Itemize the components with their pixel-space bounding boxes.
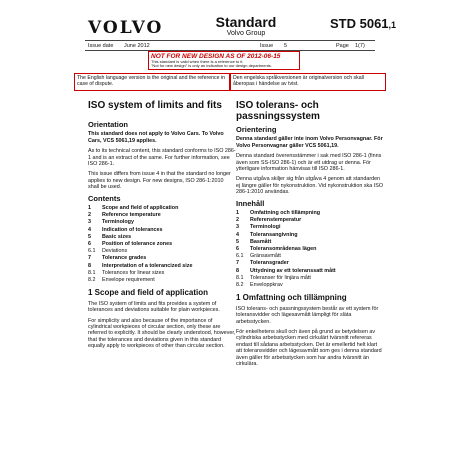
toc-item (236, 275, 384, 282)
toc-item (236, 239, 384, 246)
issue-date-label: Issue date (88, 43, 114, 49)
toc-number: 8 (236, 267, 239, 274)
toc-title: Toleranser för linjära mått (250, 274, 311, 281)
orientation-bold-en: This standard does not apply to Volvo Cars. To Volvo Cars, VCS 5061,19 applies. (88, 131, 224, 144)
toc-title: Gränsavmått (250, 253, 281, 260)
toc-sv (236, 210, 384, 289)
toc-number: 8.1 (236, 274, 244, 281)
swedish-column (236, 100, 384, 371)
issue-label: Issue (260, 43, 274, 49)
toc-title: Enveloppkrav (250, 282, 283, 289)
toc-number: 6 (88, 241, 91, 248)
group-name: Volvo Group (226, 30, 266, 37)
toc-item (88, 205, 236, 212)
toc-title: Interpretation of a tolerancized size (102, 262, 193, 269)
orientation-heading-en: Orientation (88, 120, 129, 129)
toc-item (236, 260, 384, 267)
toc-number: 7 (236, 260, 239, 267)
toc-title: Tolerance grades (102, 255, 147, 262)
section1-p2-en: For simplicity and also because of the importance of cylindrical workpieces of circular section, only these are referred to explicitly. It should be clearly understood, however, that the tolerances and deviations given in this standard equally apply to workpieces of other than circular section. (88, 317, 236, 350)
toc-number: 1 (88, 205, 91, 212)
toc-title: Envelope requirement (102, 277, 155, 284)
toc-title: Uttydning av ett toleranssatt mått (250, 267, 336, 274)
toc-number: 6 (236, 246, 239, 253)
toc-item (88, 277, 236, 284)
toc-item (236, 253, 384, 260)
toc-number: 1 (236, 210, 239, 217)
issue-date: June 2012 (124, 43, 150, 49)
toc-item (236, 224, 384, 231)
toc-number: 3 (88, 219, 91, 226)
contents-heading-sv: Innehåll (236, 198, 265, 208)
orientation-p1-en: As to its technical content, this standard conforms to ISO 286-1 and is an extract of the same. For further information, see ISO 286-1. (88, 148, 236, 168)
toc-item (88, 219, 236, 226)
toc-title: Position of tolerance zones (102, 241, 173, 248)
toc-item (236, 282, 384, 289)
section1-heading-en: 1 Scope and field of application (88, 288, 209, 298)
toc-item (88, 263, 236, 270)
toc-title: Tolerances for linear sizes (102, 269, 165, 276)
toc-title: Scope and field of application (102, 205, 179, 212)
standard-heading: Standard (215, 14, 277, 30)
toc-number: 3 (236, 224, 239, 231)
section1-p2-sv: För enkelhetens skull och även på grund av betydelsen av cylindriska arbetsstycken med cirkulärt tvärsnitt refereras endast till sådana arbetsstycken. Det är emellertid helt klart att toleransvidder och lägesavmått som ges i denna standard även gäller för arbetsstycken som har andra tvärsnitt än cirkulära. (236, 328, 382, 367)
header-rule (85, 40, 375, 41)
toc-item (88, 248, 236, 255)
toc-item (236, 217, 384, 224)
orientation-p2-sv: Denna utgåva skiljer sig från utgåva 4 genom att standarden ej längre gäller för nykonstruktion. Vid nykonstruktion ska ISO 286-1:2010 användas. (236, 176, 384, 196)
toc-number: 7 (88, 255, 91, 262)
title-sv: ISO tolerans- och passningssystem (236, 100, 320, 122)
toc-number: 4 (88, 226, 91, 233)
toc-item (88, 270, 236, 277)
toc-number: 5 (88, 233, 91, 240)
orientation-p2-en: This issue differs from issue 4 in that the standard no longer applies to new design. For new designs, ISO 286-1:2010 shall be used. (88, 171, 231, 191)
title-en: ISO system of limits and fits (88, 100, 222, 111)
toc-number: 8.1 (88, 269, 96, 276)
section1-p1-sv: ISO tolerans- och passningssystem består av ett system för toleransvidder och lägesavmått lämpligt för släta arbetsstycken. (236, 305, 379, 325)
orientation-bold-sv: Denna standard gäller inte inom Volvo Personvagnar. För Volvo Personvagnar gäller VCS 5061,19. (236, 136, 383, 149)
issue-value: 5 (284, 43, 288, 49)
toc-title: Basmått (250, 238, 272, 245)
contents-heading-en: Contents (88, 193, 121, 203)
toc-number: 4 (236, 231, 239, 238)
section1-p1-en: The ISO system of limits and fits provides a system of tolerances and deviations suitable for plain workpieces. (88, 300, 220, 314)
volvo-logo: VOLVO (88, 18, 164, 38)
page-label: Page (336, 43, 349, 49)
not-for-new-design-notice: NOT FOR NEW DESIGN AS OF 2012-06-15 This standard is valid when there is a reference to it. "Not for new design" is only an indication to our design departments. (148, 51, 300, 70)
language-note-en: The English language version is the original and the reference in case of dispute. (74, 73, 230, 91)
toc-title: Basic sizes (102, 233, 132, 240)
standard-number: STD 5061,1 (330, 16, 397, 31)
toc-title: Omfattning och tillämpning (250, 210, 321, 217)
toc-title: Toleransområdenas lägen (250, 246, 317, 253)
toc-item (236, 232, 384, 239)
toc-title: Toleransangivning (250, 231, 298, 238)
toc-title: Terminology (102, 219, 134, 226)
toc-number: 5 (236, 238, 239, 245)
language-note-sv: Den engelska språkversionen är originalversion och skall åberopas i händelse av tvist. (230, 73, 386, 91)
toc-number: 2 (236, 217, 239, 224)
toc-item (88, 255, 236, 262)
toc-item (88, 227, 236, 234)
toc-number: 6.1 (88, 248, 96, 255)
toc-number: 2 (88, 212, 91, 219)
toc-title: Toleransgrader (250, 260, 289, 267)
page-value: 1(7) (355, 43, 365, 49)
toc-title: Indication of tolerances (102, 226, 163, 233)
toc-title: Terminologi (250, 224, 281, 231)
toc-title: Referenstemperatur (250, 217, 302, 224)
toc-item (88, 212, 236, 219)
toc-item (88, 241, 236, 248)
toc-number: 8.2 (236, 282, 244, 289)
toc-en (88, 205, 236, 284)
orientation-p1-sv: Denna standard överensstämmer i sak med ISO 286-1 (finns även som SS-ISO 286-1) och är ett utdrag ur denna. För ytterligare information hänvisas till ISO 286-1. (236, 153, 382, 173)
toc-item (236, 268, 384, 275)
toc-number: 8 (88, 262, 91, 269)
toc-number: 6.1 (236, 253, 244, 260)
toc-title: Reference temperature (102, 212, 161, 219)
section1-heading-sv: 1 Omfattning och tillämpning (236, 293, 347, 303)
toc-item (236, 210, 384, 217)
toc-item (88, 234, 236, 241)
toc-number: 8.2 (88, 277, 96, 284)
english-column (88, 100, 236, 354)
orientation-heading-sv: Orientering (236, 125, 277, 134)
toc-title: Deviations (102, 248, 128, 255)
